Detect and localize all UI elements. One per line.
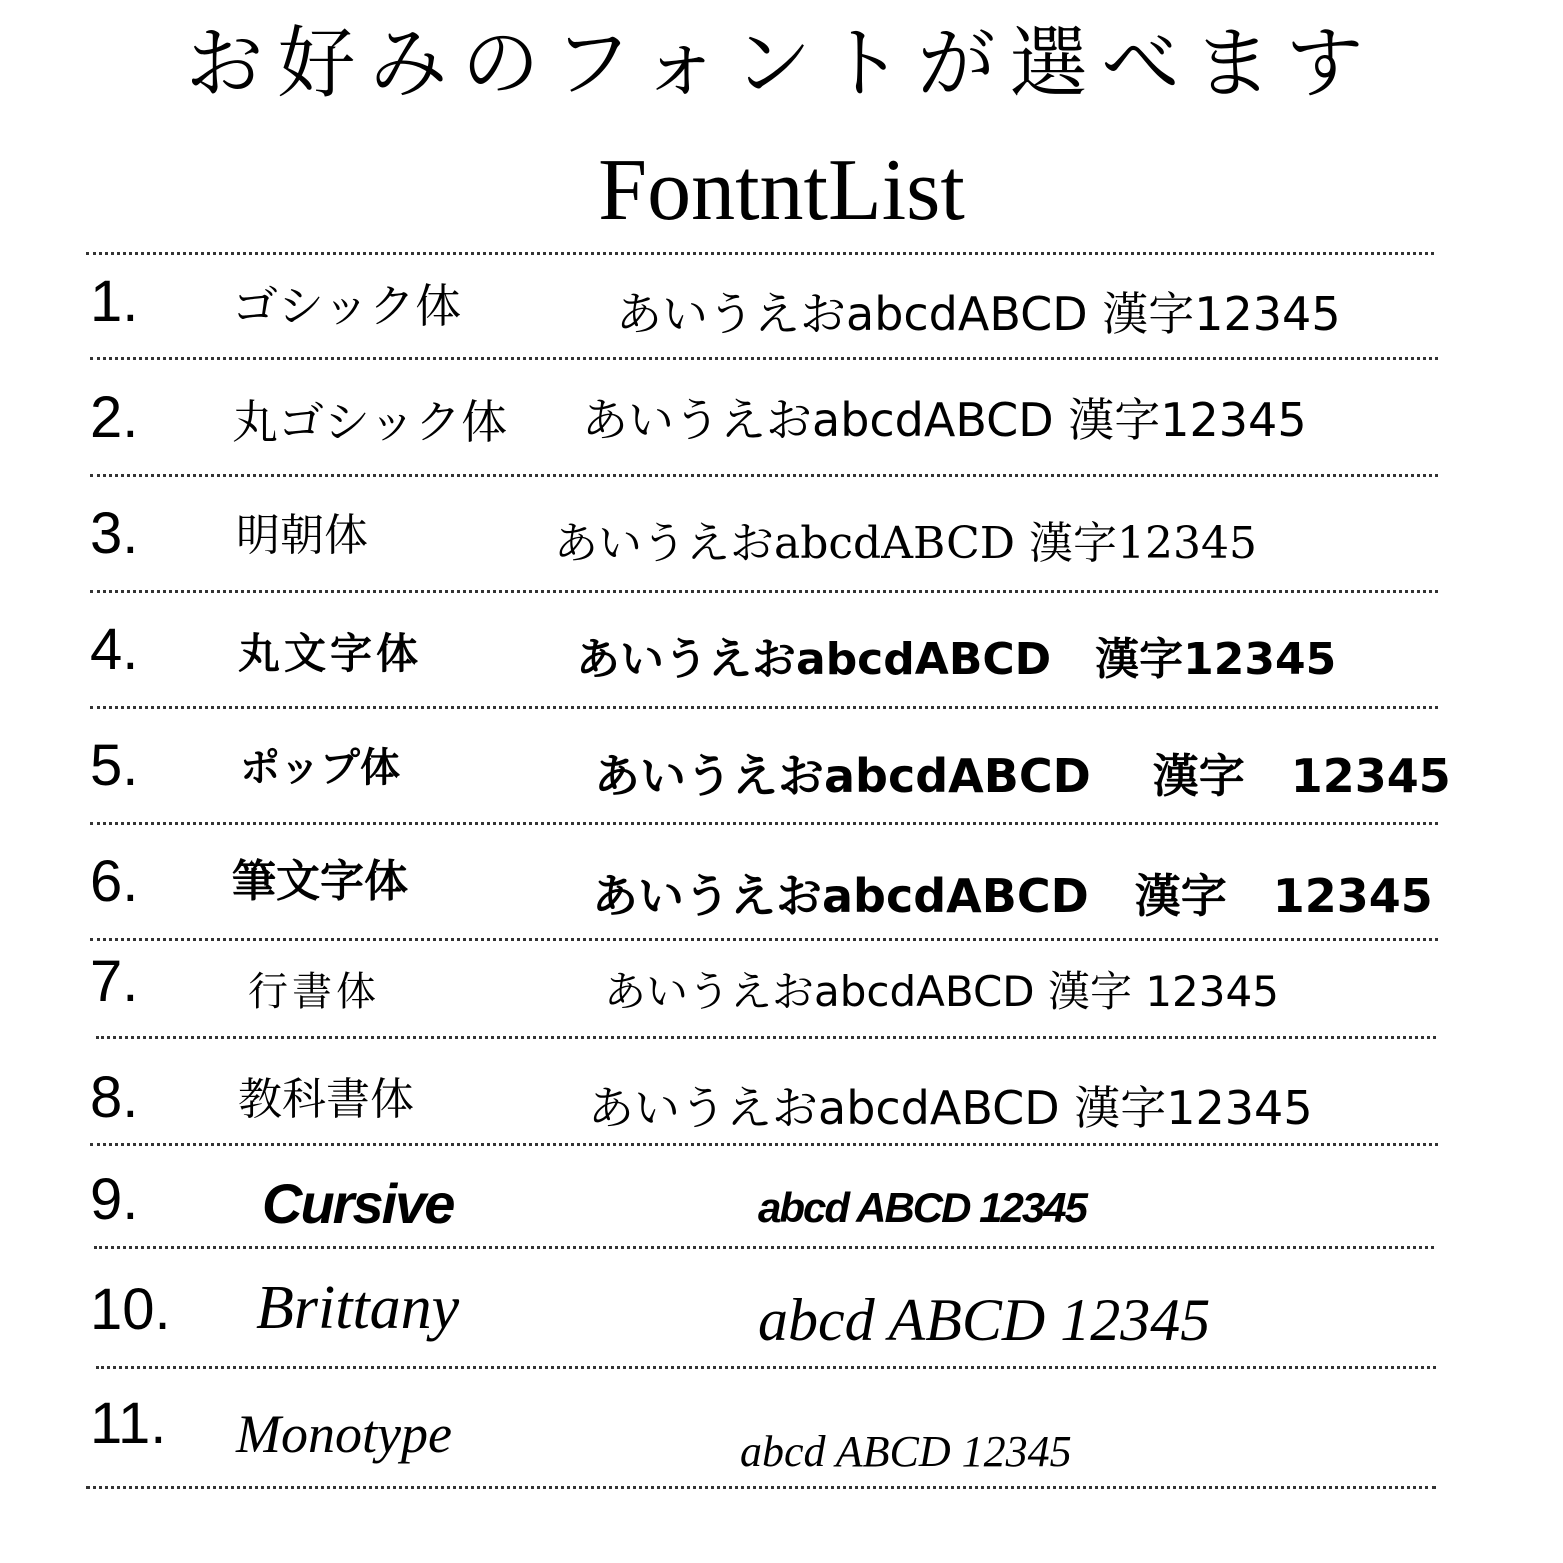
- divider: [90, 822, 1438, 825]
- font-number: 3.: [90, 501, 139, 566]
- font-name: ゴシック体: [232, 279, 462, 333]
- font-sample: あいうえおabcdABCD 漢字12345: [582, 393, 1307, 447]
- font-name: Brittany: [256, 1274, 460, 1342]
- divider: [90, 474, 1438, 477]
- font-name: Cursive: [262, 1172, 454, 1235]
- divider: [90, 1143, 1438, 1146]
- font-sample: あいうえおabcdABCD 漢字 12345: [604, 967, 1279, 1016]
- font-sample: abcd ABCD 12345: [758, 1184, 1086, 1231]
- font-sample: あいうえおabcdABCD 漢字12345: [588, 1081, 1313, 1135]
- font-sample: あいうえおabcdABCD 漢字 12345: [592, 869, 1433, 923]
- font-number: 9.: [90, 1167, 139, 1232]
- divider: [96, 1366, 1436, 1369]
- divider: [96, 1036, 1436, 1039]
- font-number: 1.: [90, 269, 139, 334]
- font-name: 行書体: [248, 969, 380, 1015]
- font-sample: あいうえおabcdABCD 漢字12345: [554, 518, 1258, 569]
- font-name: 教科書体: [238, 1074, 414, 1125]
- font-number: 11.: [90, 1391, 167, 1456]
- font-sample: あいうえおabcdABCD 漢字12345: [576, 634, 1337, 685]
- divider: [90, 357, 1438, 360]
- font-name: Monotype: [236, 1404, 452, 1464]
- font-name: 丸ゴシック体: [232, 395, 508, 449]
- font-number: 4.: [90, 617, 139, 682]
- divider: [86, 1486, 1436, 1489]
- font-name: 筆文字体: [232, 856, 408, 907]
- font-sample: あいうえおabcdABCD 漢字12345: [616, 287, 1341, 341]
- font-number: 5.: [90, 733, 139, 798]
- font-number: 7.: [90, 949, 139, 1014]
- page-subtitle: FontntList: [598, 142, 965, 239]
- page-title: お好みのフォントが選べます: [185, 19, 1378, 109]
- divider: [94, 1246, 1434, 1249]
- divider: [90, 590, 1438, 593]
- divider: [86, 252, 1434, 255]
- font-name: ポップ体: [240, 745, 400, 791]
- divider: [90, 706, 1438, 709]
- font-name: 丸文字体: [238, 629, 423, 678]
- font-number: 10.: [90, 1277, 171, 1342]
- font-sample: abcd ABCD 12345: [740, 1427, 1072, 1476]
- divider: [90, 938, 1438, 941]
- font-number: 6.: [90, 849, 139, 914]
- font-number: 2.: [90, 385, 139, 450]
- font-number: 8.: [90, 1065, 139, 1130]
- font-sample: abcd ABCD 12345: [758, 1287, 1211, 1353]
- font-sample: あいうえおabcdABCD 漢字 12345: [594, 749, 1451, 803]
- font-name: 明朝体: [236, 510, 368, 561]
